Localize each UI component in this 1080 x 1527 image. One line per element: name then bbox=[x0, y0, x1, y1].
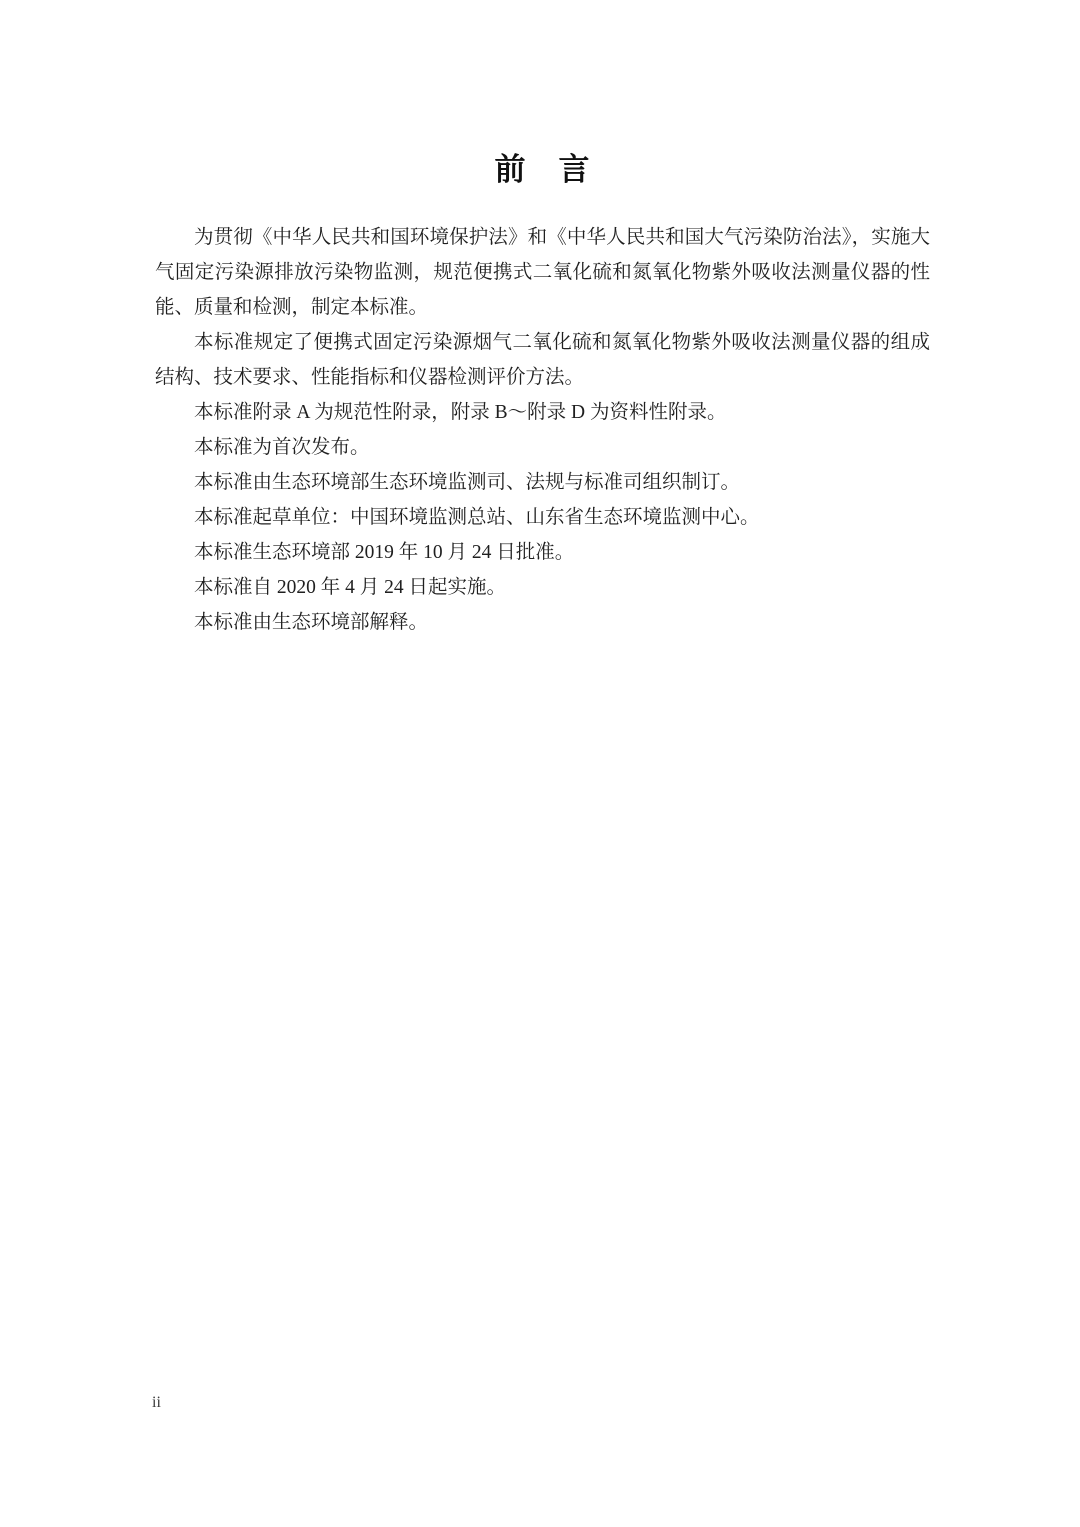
preface-body bbox=[155, 220, 930, 640]
paragraph-organizer: 本标准由生态环境部生态环境监测司、法规与标准司组织制订。 bbox=[194, 472, 741, 493]
paragraph-drafting-units: 本标准起草单位：中国环境监测总站、山东省生态环境监测中心。 bbox=[194, 507, 760, 528]
page-number: ii bbox=[152, 1394, 161, 1411]
paragraph-appendices: 本标准附录 A 为规范性附录，附录 B～附录 D 为资料性附录。 bbox=[194, 402, 727, 423]
paragraph-scope: 本标准规定了便携式固定污染源烟气二氧化硫和氮氧化物紫外吸收法测量仪器的组成结构、技术要求、性能指标和仪器检测评价方法。 bbox=[155, 332, 930, 388]
paragraph-implementation-date: 本标准自 2020 年 4 月 24 日起实施。 bbox=[194, 577, 507, 598]
page-title: 前 言 bbox=[494, 152, 591, 187]
paragraph-approval-date: 本标准生态环境部 2019 年 10 月 24 日批准。 bbox=[194, 542, 575, 563]
paragraph-first-release: 本标准为首次发布。 bbox=[194, 437, 370, 458]
paragraph-interpretation: 本标准由生态环境部解释。 bbox=[194, 612, 429, 633]
paragraph-purpose: 为贯彻《中华人民共和国环境保护法》和《中华人民共和国大气污染防治法》，实施大气固定污染源排放污染物监测，规范便携式二氧化硫和氮氧化物紫外吸收法测量仪器的性能、质量和检测，制定本标准。 bbox=[155, 227, 930, 318]
